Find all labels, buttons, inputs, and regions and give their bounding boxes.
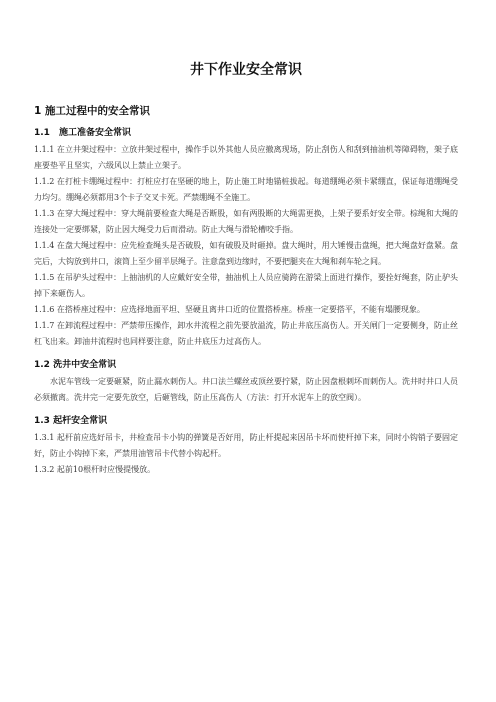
subsection-heading: 1.1 施工准备安全常识 — [34, 128, 131, 138]
paragraph: 1.1.1 在立井架过程中：立放井架过程中，操作手以外其他人员应撤离现场，防止刮伤人和刮到抽油机等障碍物，架子底座要垫平且坚实，六级风以上禁止立架子。 — [34, 145, 458, 170]
paragraph: 1.3.1 起杆前应选好吊卡，井检查吊卡小钩的弹簧是否好用，防止杆提起来因吊卡坏而使杆掉下来，同时小钩销子要固定好，防止小钩掉下来，严禁用油管吊卡代替小钩起杆。 — [34, 433, 458, 458]
paragraph: 1.1.5 在吊驴头过程中：上抽油机的人应戴好安全带，抽油机上人员应骑跨在游梁上面进行操作，要拴好绳套，防止驴头掉下来砸伤人。 — [34, 273, 458, 298]
paragraph: 1.1.4 在盘大绳过程中：应先检查绳头是否破股，如有破股及时砸掉。盘大绳时，用大锤慢击盘绳，把大绳盘好盘紧。盘完后，大钩放到井口，滚筒上至少留半层绳子。注意盘到边缘时，不要把腿夹在大绳和刹车轮之间。 — [34, 241, 458, 266]
subsection-heading: 1.2 洗井中安全常识 — [34, 360, 117, 370]
paragraph: 1.1.3 在穿大绳过程中：穿大绳前要检查大绳是否断股，如有两股断的大绳需更换，上架子要系好安全带。棕绳和大绳的连接处一定要绑紧，防止因大绳受力后而滑动。防止大绳与滑轮槽咬手指。 — [34, 209, 458, 234]
paragraph: 1.1.2 在打桩卡绷绳过程中：打桩应打在坚硬的地上，防止施工时地锚桩拔起。每道绷绳必须卡紧绷直，保证每道绷绳受力均匀。绷绳必须都用3个卡子交叉卡死。严禁绷绳不全施工。 — [34, 177, 458, 202]
section-heading: 1 施工过程中的安全常识 — [34, 105, 150, 117]
paragraph: 1.1.6 在搭桥座过程中：应选择地面平坦、坚硬且离井口近的位置搭桥座。桥座一定要搭平，不能有塌腰现象。 — [34, 305, 425, 314]
paragraph: 1.1.7 在卸流程过程中：严禁带压操作，卸水井流程之前先要放溢流，防止井底压高伤人。开关闸门一定要侧身，防止丝杠飞出来。卸油井流程时也同样要注意，防止井底压力过高伤人。 — [34, 321, 458, 346]
subsection-heading: 1.3 起杆安全常识 — [34, 416, 108, 426]
paragraph: 1.3.2 起前10根杆时应慢提慢放。 — [34, 465, 156, 474]
subsection-body — [34, 142, 458, 350]
paragraph: 水泥车管线一定要砸紧，防止漏水刺伤人。井口法兰螺丝或顶丝要拧紧，防止因盘根刺坏而刺伤人。洗井时井口人员必须撤离。洗井完一定要先放空，后砸管线，防止压高伤人（方法：打开水泥车上的放空阀）。 — [34, 377, 458, 402]
subsection-body — [34, 430, 458, 478]
page-title: 井下作业安全常识 — [190, 62, 302, 78]
subsection-body — [34, 374, 458, 406]
